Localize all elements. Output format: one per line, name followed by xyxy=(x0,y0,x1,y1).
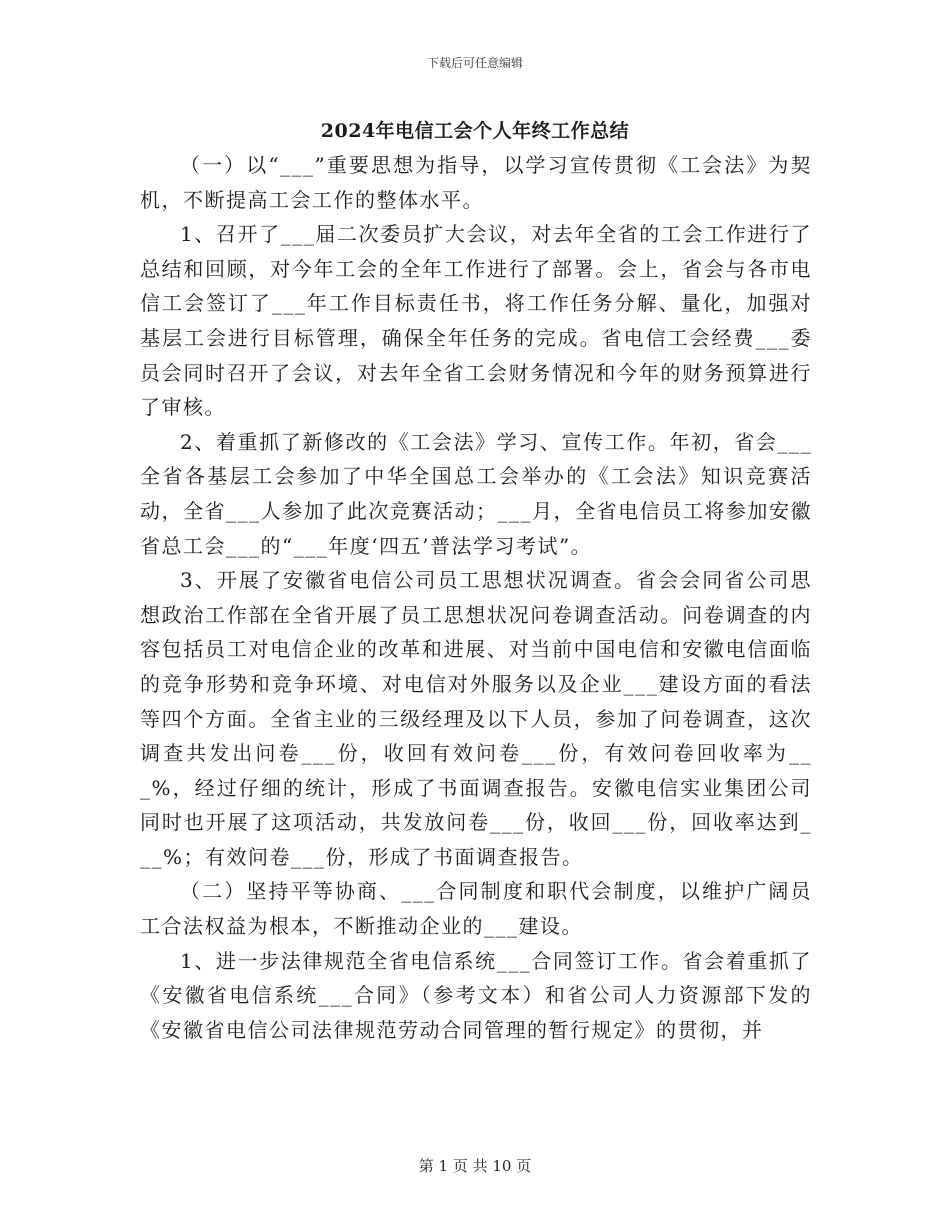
page-footer: 第 1 页 共 10 页 xyxy=(418,1157,532,1175)
document-body xyxy=(140,148,812,1047)
paragraph-section-2-intro: （二）坚持平等协商、___合同制度和职代会制度，以维护广阔员工合法权益为根本，不断推动企业的___建设。 xyxy=(140,879,812,939)
paragraph-item-1: 1、召开了___届二次委员扩大会议，对去年全省的工会工作进行了总结和回顾，对今年工会的全年工作进行了部署。会上，省会与各市电信工会签订了___年工作目标责任书，将工作任务分解、量化，加强对基层工会进行目标管理，确保全年任务的完成。省电信工会经费___委员会同时召开了会议，对去年全省工会财务情况和今年的财务预算进行了审核。 xyxy=(140,222,812,420)
paragraph-section-2-item-1: 1、进一步法律规范全省电信系统___合同签订工作。省会着重抓了《安徽省电信系统___合同》（参考文本）和省公司人力资源部下发的《安徽省电信公司法律规范劳动合同管理的暂行规定》的贯彻，并 xyxy=(140,948,812,1042)
paragraph-item-2: 2、着重抓了新修改的《工会法》学习、宣传工作。年初，省会___全省各基层工会参加了中华全国总工会举办的《工会法》知识竞赛活动，全省___人参加了此次竞赛活动；___月，全省电信员工将参加安徽省总工会___的“___年度‘四五’普法学习考试”。 xyxy=(140,429,812,558)
paragraph-section-1-intro: （一）以“___”重要思想为指导，以学习宣传贯彻《工会法》为契机，不断提高工会工作的整体水平。 xyxy=(140,153,812,212)
paragraph-item-3: 3、开展了安徽省电信公司员工思想状况调查。省会会同省公司思想政治工作部在全省开展了员工思想状况问卷调查活动。问卷调查的内容包括员工对电信企业的改革和进展、对当前中国电信和安徽电信面临的竞争形势和竞争环境、对电信对外服务以及企业___建设方面的看法等四个方面。全省主业的三级经理及以下人员，参加了问卷调查，这次调查共发出问卷___份，收回有效问卷___份，有效问卷回收率为___%，经过仔细的统计，形成了书面调查报告。安徽电信实业集团公司同时也开展了这项活动，共发放问卷___份，收回___份，回收率达到___%；有效问卷___份，形成了书面调查报告。 xyxy=(140,568,812,869)
page-header: 下载后可任意编辑 xyxy=(426,56,523,70)
document-title: 2024年电信工会个人年终工作总结 xyxy=(320,120,630,142)
